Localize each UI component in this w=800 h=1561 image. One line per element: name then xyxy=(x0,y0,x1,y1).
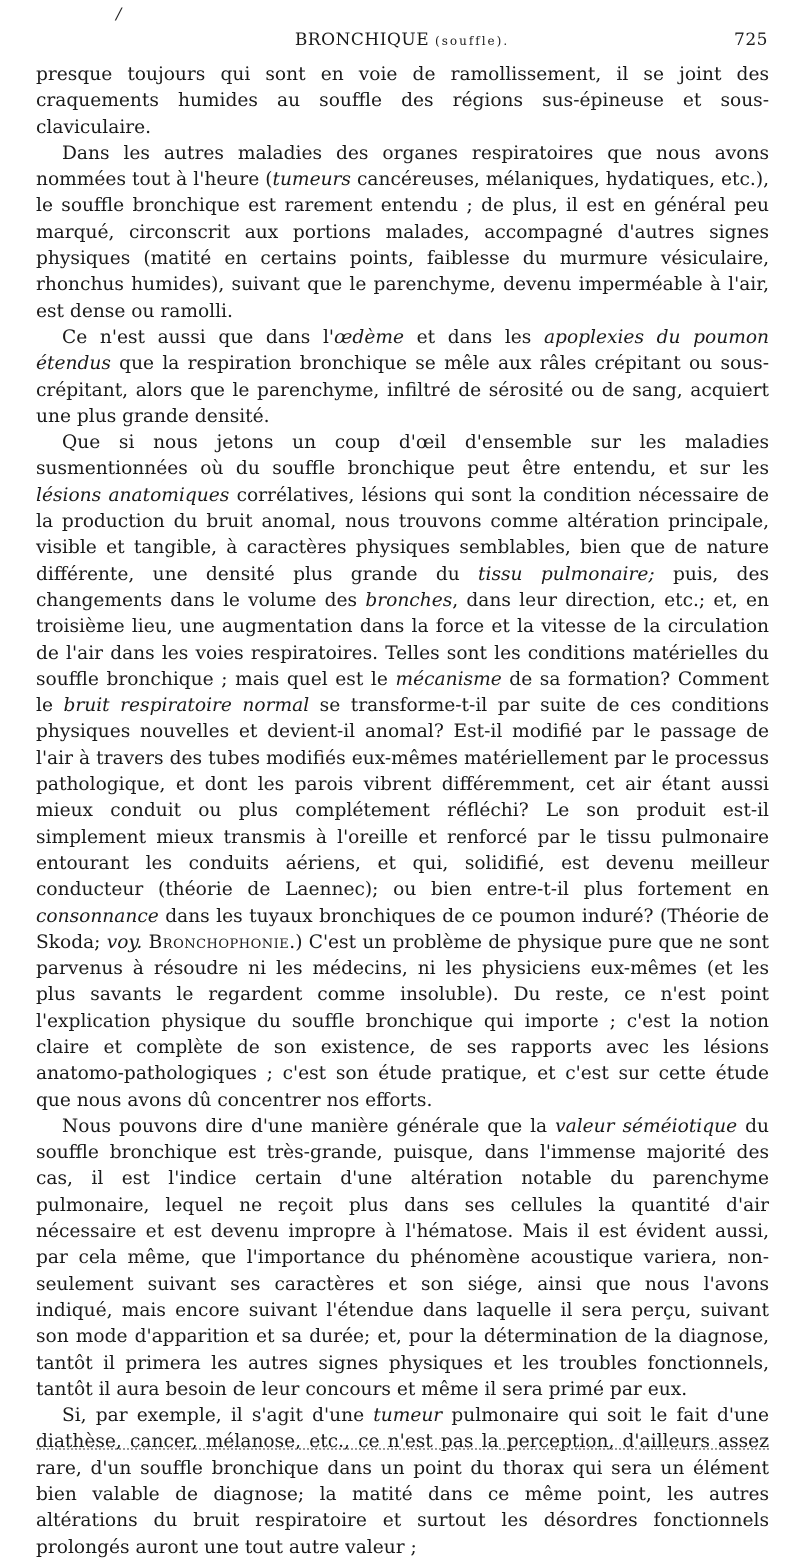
paragraph-1 xyxy=(36,62,769,141)
running-title-sub: (souffle). xyxy=(435,34,510,48)
p2-italic-1: tumeurs xyxy=(272,169,351,191)
footer-dotted-rule xyxy=(36,1448,769,1450)
p4-text-7: dans les tuyaux bronchiques de ce poumon induré? (Théorie de Skoda; xyxy=(36,905,769,953)
stray-mark: / xyxy=(116,4,122,23)
p2-text-2: cancéreuses, mélaniques, hydatiques, etc.), le souffle bronchique est rarement entendu ; de plus, il est en général peu marqué, circonscrit aux portions malades, accompagné d'autres signes physiques (matité en certains points, faiblesse du murmure vésiculaire, rhonchus humides), suivant que le parenchyme, devenu imperméable à l'air, est dense ou ramolli. xyxy=(36,169,769,322)
p6-italic-1: tumeur xyxy=(373,1405,443,1427)
p4-italic-5: bruit respiratoire normal xyxy=(63,695,310,717)
p5-text-1: Nous pouvons dire d'une manière générale que la xyxy=(62,1115,556,1137)
paragraph-3 xyxy=(36,325,769,430)
paragraph-5 xyxy=(36,1114,769,1403)
p1-text: presque toujours qui sont en voie de ramollissement, il se joint des craquements humides au souffle des régions sus-épineuse et sous-claviculaire. xyxy=(36,64,769,138)
p4-text-1: Que si nous jetons un coup d'œil d'ensemble sur les maladies susmentionnées où du souffle bronchique peut être entendu, et sur les xyxy=(36,432,769,480)
body-text xyxy=(36,62,769,1561)
p4-italic-1: lésions anatomiques xyxy=(36,484,230,506)
paragraph-6 xyxy=(36,1403,769,1561)
page-number: 725 xyxy=(734,30,768,50)
p4-text-2: corrélatives, lésions qui sont la condition nécessaire de la production du bruit anomal, nous trouvons comme altération principale, visible et tangible, à caractères physiques semblables, bien que de nature différente, une densité plus grande du xyxy=(36,484,769,585)
p3-italic-1: œdème xyxy=(334,326,404,348)
p2-text-1: Dans les autres maladies des organes respiratoires que nous avons nommées tout à l'heure ( xyxy=(36,142,769,191)
p4-text-6: se transforme-t-il par suite de ces conditions physiques nouvelles et devient-il anomal? Est-il modifié par le passage de l'air à travers des tubes modifiés eux-mêmes matériellement par le processus pathologique, et dont les parois vibrent différemment, cet air étant aussi mieux conduit ou plus complétement réfléchi? Le son produit est-il simplement mieux transmis à l'oreille et renforcé par le tissu pulmonaire entourant les conduits aériens, et qui, solidifié, est devenu meilleur conducteur (théorie de Laennec); ou bien entre-t-il plus fortement en xyxy=(36,695,769,901)
p3-italic-2: apoplexies du poumon étendus xyxy=(36,326,769,375)
paragraph-2 xyxy=(36,141,769,325)
p6-text-2: pulmonaire qui soit le fait d'une diathèse, cancer, mélanose, etc., ce n'est pas la perception, d'ailleurs assez rare, d'un souffle bronchique dans un point du thorax qui sera un élément bien valable de diagnose; la matité dans ce même point, les autres altérations du bruit respiratoire et surtout les désordres fonctionnels prolongés auront une tout autre valeur ; xyxy=(36,1405,769,1558)
running-title-main: BRONCHIQUE xyxy=(294,30,430,50)
p4-text-9: .) C'est un problème de physique pure que ne sont parvenus à résoudre ni les médecins, ni les physiciens eux-mêmes (et les plus savants le regardent comme insoluble). Du reste, ce n'est point l'explication physique du souffle bronchique qui importe ; c'est la notion claire et complète de son existence, de ses rapports avec les lésions anatomo-pathologiques ; c'est son étude pratique, et c'est sur cette étude que nous avons dû concentrer nos efforts. xyxy=(36,931,769,1111)
p4-italic-3: bronches xyxy=(365,589,453,611)
running-header xyxy=(34,30,770,54)
p4-italic-2: tissu pulmonaire; xyxy=(478,563,655,585)
p4-italic-4: mécanisme xyxy=(395,668,502,690)
p4-text-4: , dans leur direction, etc.; et, en troisième lieu, une augmentation dans la force et la vitesse de la circulation de l'air dans les voies respiratoires. Telles sont les conditions matérielles du souffle bronchique ; mais quel est le xyxy=(36,589,769,690)
running-title xyxy=(34,30,770,50)
p6-text-1: Si, par exemple, il s'agit d'une xyxy=(62,1405,374,1427)
p4-italic-7: voy. xyxy=(106,931,143,953)
p4-text-3: puis, des changements dans le volume des xyxy=(36,563,769,611)
p3-text-1: Ce n'est aussi que dans l' xyxy=(62,326,335,348)
p3-text-2: et dans les xyxy=(403,326,544,348)
p5-text-2: du souffle bronchique est très-grande, puisque, dans l'immense majorité des cas, il est l'indice certain d'une altération notable du parenchyme pulmonaire, lequel ne reçoit plus dans ses cellules la quantité d'air nécessaire et est devenu impropre à l'hématose. Mais il est évident aussi, par cela même, que l'importance du phénomène acoustique variera, non-seulement suivant ses caractères et son siége, ainsi que nous l'avons indiqué, mais encore suivant l'étendue dans laquelle il sera perçu, suivant son mode d'apparition et sa durée; et, pour la détermination de la diagnose, tantôt il primera les autres signes physiques et les troubles fonctionnels, tantôt il aura besoin de leur concours et même il sera primé par eux. xyxy=(36,1115,769,1400)
p4-text-5: de sa formation? Comment le xyxy=(36,668,769,717)
p4-italic-6: consonnance xyxy=(36,905,159,927)
p3-text-3: que la respiration bronchique se mêle aux râles crépitant ou sous-crépitant, alors que le parenchyme, infiltré de sérosité ou de sang, acquiert une plus grande densité. xyxy=(36,353,769,427)
p4-smallcaps-1: Bronchophonie xyxy=(148,931,290,953)
paragraph-4 xyxy=(36,430,769,1114)
p5-italic-1: valeur séméiotique xyxy=(555,1115,738,1137)
